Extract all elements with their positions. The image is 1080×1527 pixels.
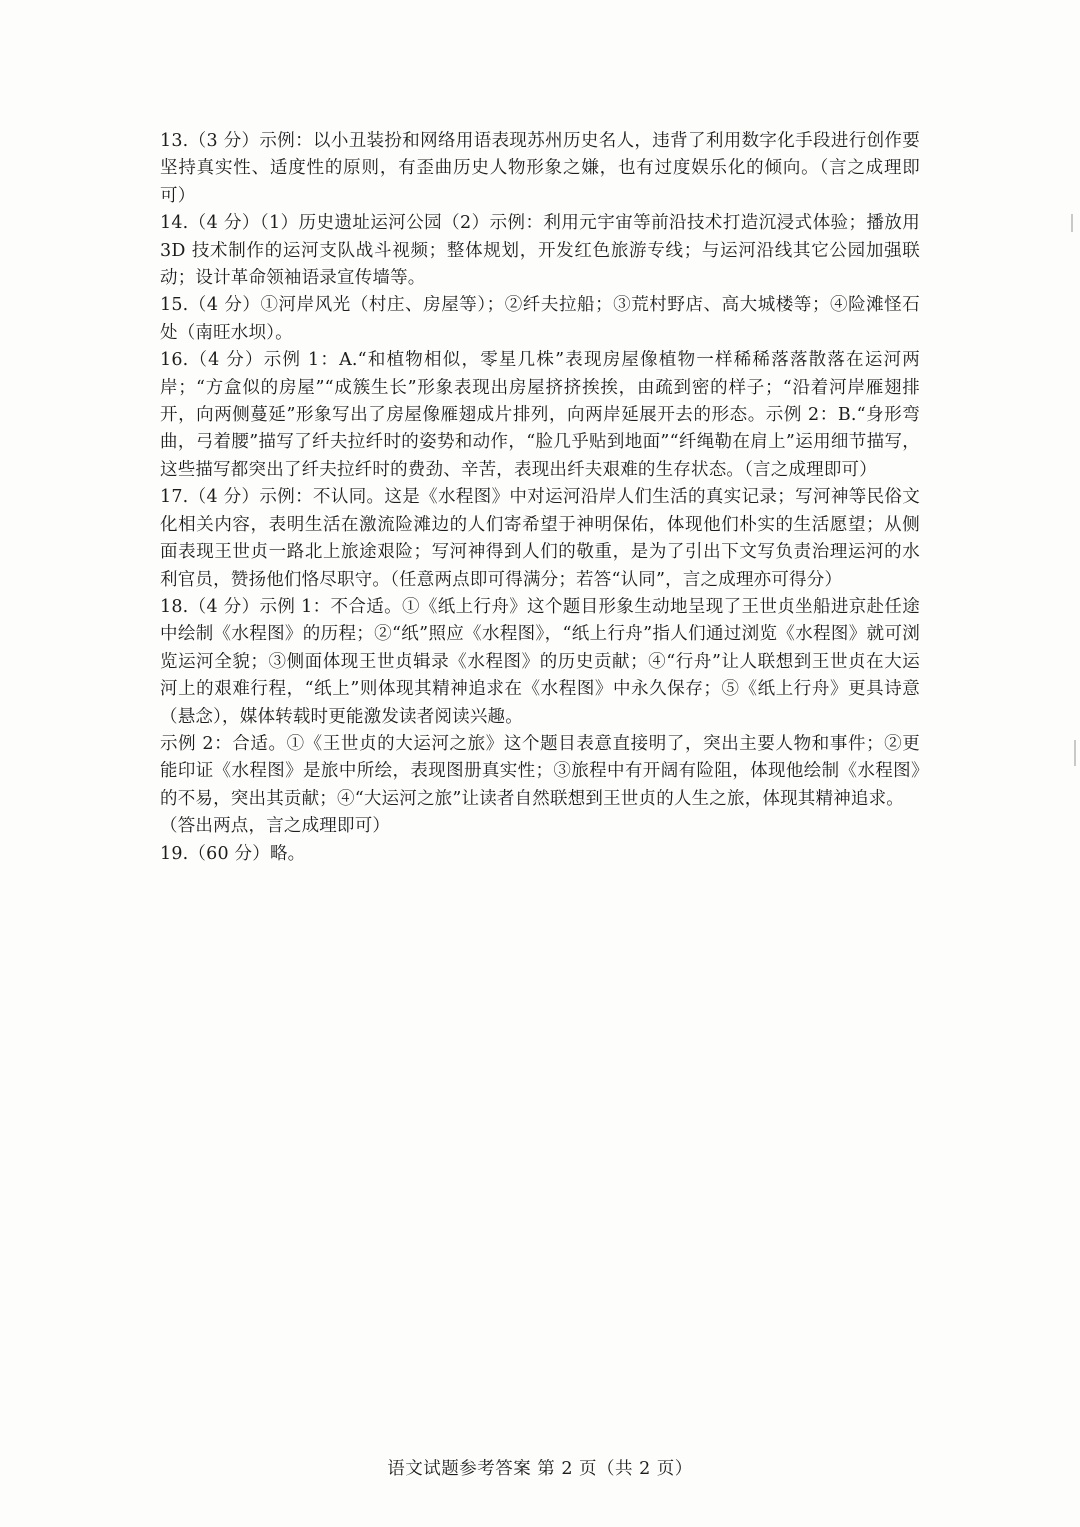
answer-19: 19.（60 分）略。 [160, 843, 306, 864]
scan-artifact [1071, 214, 1073, 232]
answer-18-note: （答出两点，言之成理即可） [160, 816, 391, 837]
answer-content [160, 128, 920, 868]
answer-14: 14.（4 分）（1）历史遗址运河公园（2）示例：利用元宇宙等前沿技术打造沉浸式体验；播放用 3D 技术制作的运河支队战斗视频；整体规划，开发红色旅游专线；与运河沿线其它公园加强联动；设计革命领袖语录宣传墙等。 [160, 213, 920, 289]
scan-artifact [1074, 740, 1076, 766]
answer-17: 17.（4 分）示例：不认同。这是《水程图》中对运河沿岸人们生活的真实记录；写河神等民俗文化相关内容，表明生活在激流险滩边的人们寄希望于神明保佑，体现他们朴实的生活愿望；从侧面表现王世贞一路北上旅途艰险；写河神得到人们的敬重，是为了引出下文写负责治理运河的水利官员，赞扬他们恪尽职守。（任意两点即可得满分；若答“认同”，言之成理亦可得分） [160, 487, 920, 590]
answer-13: 13.（3 分）示例：以小丑装扮和网络用语表现苏州历史名人，违背了利用数字化手段进行创作要坚持真实性、适度性的原则，有歪曲历史人物形象之嫌，也有过度娱乐化的倾向。（言之成理即可） [160, 131, 920, 206]
answer-18-example-2: 示例 2：合适。①《王世贞的大运河之旅》这个题目表意直接明了，突出主要人物和事件；②更能印证《水程图》是旅中所绘，表现图册真实性；③旅程中有开阔有险阻，体现他绘制《水程图》的不易，突出其贡献；④“大运河之旅”让读者自然联想到王世贞的人生之旅，体现其精神追求。 [160, 733, 920, 809]
answer-15: 15.（4 分）①河岸风光（村庄、房屋等）；②纤夫拉船；③荒村野店、高大城楼等；④险滩怪石处（南旺水坝）。 [160, 295, 920, 343]
answer-16: 16.（4 分）示例 1：A.“和植物相似，零星几株”表现房屋像植物一样稀稀落落散落在运河两岸；“方盒似的房屋”“成簇生长”形象表现出房屋挤挤挨挨，由疏到密的样子；“沿着河岸雁翅排开，向两侧蔓延”形象写出了房屋像雁翅成片排列，向两岸延展开去的形态。示例 2：B.“身形弯曲，弓着腰”描写了纤夫拉纤时的姿势和动作，“脸几乎贴到地面”“纤绳勒在肩上”运用细节描写，这些描写都突出了纤夫拉纤时的费劲、辛苦，表现出纤夫艰难的生存状态。（言之成理即可） [160, 350, 920, 480]
answer-18-example-1: 18.（4 分）示例 1：不合适。①《纸上行舟》这个题目形象生动地呈现了王世贞坐船进京赴任途中绘制《水程图》的历程；②“纸”照应《水程图》，“纸上行舟”指人们通过浏览《水程图》就可浏览运河全貌；③侧面体现王世贞辑录《水程图》的历史贡献；④“行舟”让人联想到王世贞在大运河上的艰难行程，“纸上”则体现其精神追求在《水程图》中永久保存；⑤《纸上行舟》更具诗意（悬念），媒体转载时更能激发读者阅读兴趣。 [160, 596, 920, 727]
page-footer: 语文试题参考答案 第 2 页（共 2 页） [387, 1459, 693, 1479]
